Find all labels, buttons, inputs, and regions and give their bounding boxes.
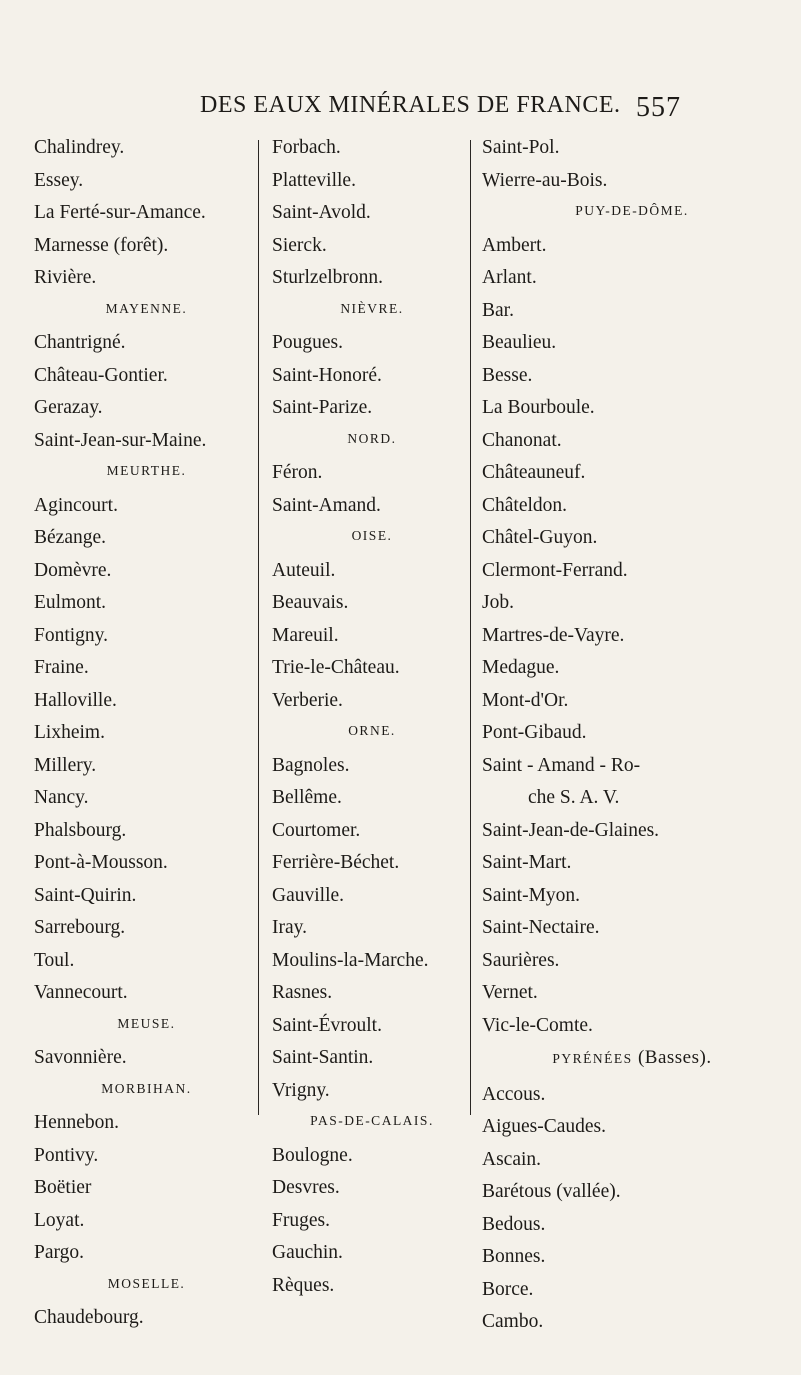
locality-entry: Domèvre. [34, 559, 112, 581]
locality-entry: Nancy. [34, 787, 89, 808]
department-heading: OISE. [351, 528, 393, 543]
department-heading [482, 1047, 782, 1069]
locality-entry: Saint-Quirin. [34, 884, 137, 906]
locality-entry: Barétous (vallée). [482, 1181, 621, 1202]
locality-entry: Rasnes. [272, 982, 333, 1003]
locality-entry: Pont-Gibaud. [482, 722, 587, 743]
locality-entry: Auteuil. [272, 559, 336, 581]
locality-entry: Bedous. [482, 1213, 546, 1235]
locality-entry: Ferrière-Béchet. [272, 852, 400, 873]
locality-entry: Vic-le-Comte. [482, 1014, 593, 1036]
locality-entry: Châteauneuf. [482, 462, 586, 483]
locality-entry: Verberie. [272, 689, 343, 711]
department-heading: ORNE. [348, 723, 396, 738]
department-heading-suffix: (Basses). [632, 1047, 712, 1068]
locality-entry: Saint-Amand. [272, 494, 381, 516]
locality-entry: Moulins-la-Marche. [272, 949, 429, 971]
locality-entry: Sierck. [272, 234, 327, 256]
locality-entry: Marnesse (forêt). [34, 234, 169, 256]
locality-entry: Loyat. [34, 1209, 85, 1231]
locality-entry: Saint-Avold. [272, 202, 371, 223]
locality-entry: Essey. [34, 169, 84, 191]
locality-entry: Borce. [482, 1278, 534, 1300]
locality-continuation: che S. A. V. [528, 787, 620, 808]
locality-entry: Lixheim. [34, 722, 105, 743]
locality-entry: Desvres. [272, 1177, 340, 1198]
column-left [34, 137, 259, 1340]
locality-entry: Ascain. [482, 1148, 542, 1170]
locality-entry: Saint-Parize. [272, 397, 373, 418]
locality-entry: Vrigny. [272, 1079, 330, 1101]
department-heading: NIÈVRE. [340, 300, 404, 316]
locality-entry: La Bourboule. [482, 397, 595, 418]
locality-entry: Mont-d'Or. [482, 689, 569, 711]
locality-entry: Saint-Mart. [482, 852, 572, 873]
department-heading: MEURTHE. [106, 463, 187, 478]
department-heading: MAYENNE. [105, 300, 188, 316]
locality-entry: Clermont-Ferrand. [482, 559, 628, 581]
locality-entry: Ambert. [482, 234, 547, 256]
locality-entry: Pougues. [272, 332, 343, 353]
locality-entry: Bar. [482, 299, 514, 321]
locality-entry: Eulmont. [34, 592, 107, 613]
locality-entry: Boulogne. [272, 1144, 353, 1166]
locality-entry: Martres-de-Vayre. [482, 624, 625, 646]
locality-entry: Phalsbourg. [34, 819, 127, 841]
locality-entry: Beaulieu. [482, 332, 557, 353]
department-heading: MEUSE. [117, 1015, 176, 1031]
locality-entry: Arlant. [482, 267, 537, 288]
locality-entry: Châtel-Guyon. [482, 527, 598, 548]
locality-entry: Besse. [482, 364, 533, 386]
locality-entry: Château-Gontier. [34, 364, 168, 386]
locality-entry: Bézange. [34, 527, 107, 548]
locality-entry: Wierre-au-Bois. [482, 169, 608, 191]
locality-entry: Boëtier [34, 1177, 92, 1198]
locality-entry: Pontivy. [34, 1144, 99, 1166]
locality-entry: Pargo. [34, 1242, 85, 1263]
locality-entry: Féron. [272, 462, 323, 483]
locality-entry: Accous. [482, 1083, 546, 1105]
locality-entry: Saint-Pol. [482, 137, 560, 158]
locality-entry: Trie-le-Château. [272, 657, 400, 678]
locality-entry: Chaudebourg. [34, 1307, 144, 1328]
locality-entry: Hennebon. [34, 1112, 120, 1133]
department-heading-name: PYRÉNÉES [552, 1051, 633, 1066]
locality-entry: Millery. [34, 754, 97, 776]
locality-entry: Courtomer. [272, 819, 361, 841]
locality-entry: Mareuil. [272, 624, 339, 646]
locality-entry: Forbach. [272, 137, 341, 158]
locality-entry: Bonnes. [482, 1246, 546, 1267]
page-number: 557 [636, 92, 681, 123]
locality-entry: Toul. [34, 949, 75, 971]
locality-entry: La Ferté-sur-Amance. [34, 202, 206, 223]
locality-entry: Agincourt. [34, 494, 118, 516]
locality-entry: Rèques. [272, 1274, 335, 1296]
locality-entry: Gauville. [272, 884, 345, 906]
locality-entry: Saint-Évroult. [272, 1014, 382, 1036]
locality-entry: Vannecourt. [34, 982, 128, 1003]
locality-entry: Saint-Santin. [272, 1047, 374, 1068]
locality-entry: Saint-Nectaire. [482, 917, 600, 938]
locality-entry: Châteldon. [482, 494, 568, 516]
locality-entry: Job. [482, 592, 514, 613]
locality-entry: Fontigny. [34, 624, 109, 646]
locality-entry: Saint-Jean-de-Glaines. [482, 819, 660, 841]
locality-entry: Fruges. [272, 1209, 330, 1231]
locality-entry: Vernet. [482, 982, 538, 1003]
locality-entry: Beauvais. [272, 592, 349, 613]
locality-entry: Saint - Amand - Ro- [482, 754, 641, 776]
locality-entry: Saint-Jean-sur-Maine. [34, 429, 207, 451]
locality-entry: Sarrebourg. [34, 917, 126, 938]
locality-entry: Pont-à-Mousson. [34, 852, 168, 873]
locality-entry: Rivière. [34, 267, 97, 288]
locality-entry: Aigues-Caudes. [482, 1116, 607, 1137]
locality-entry: Saurières. [482, 949, 560, 971]
locality-entry: Medague. [482, 657, 560, 678]
department-heading: PUY-DE-DÔME. [575, 203, 689, 218]
locality-entry: Savonnière. [34, 1047, 127, 1068]
column-right [482, 137, 782, 1344]
department-heading: PAS-DE-CALAIS. [310, 1113, 434, 1128]
locality-entry: Cambo. [482, 1311, 544, 1332]
locality-entry: Fraine. [34, 657, 89, 678]
locality-entry: Halloville. [34, 689, 117, 711]
locality-entry: Bagnoles. [272, 754, 350, 776]
locality-entry: Iray. [272, 917, 308, 938]
locality-entry: Chantrigné. [34, 332, 126, 353]
column-middle [272, 137, 472, 1307]
locality-entry: Saint-Honoré. [272, 364, 382, 386]
locality-entry: Gerazay. [34, 397, 103, 418]
locality-entry: Platteville. [272, 169, 356, 191]
department-heading: MOSELLE. [107, 1275, 186, 1291]
locality-entry: Sturlzelbronn. [272, 267, 384, 288]
locality-entry: Bellême. [272, 787, 342, 808]
department-heading: NORD. [347, 430, 397, 446]
locality-entry: Chanonat. [482, 429, 562, 451]
locality-entry: Chalindrey. [34, 137, 125, 158]
department-heading: MORBIHAN. [101, 1080, 192, 1096]
locality-entry: Gauchin. [272, 1242, 343, 1263]
running-header: DES EAUX MINÉRALES DE FRANCE. [200, 92, 621, 118]
locality-entry: Saint-Myon. [482, 884, 581, 906]
